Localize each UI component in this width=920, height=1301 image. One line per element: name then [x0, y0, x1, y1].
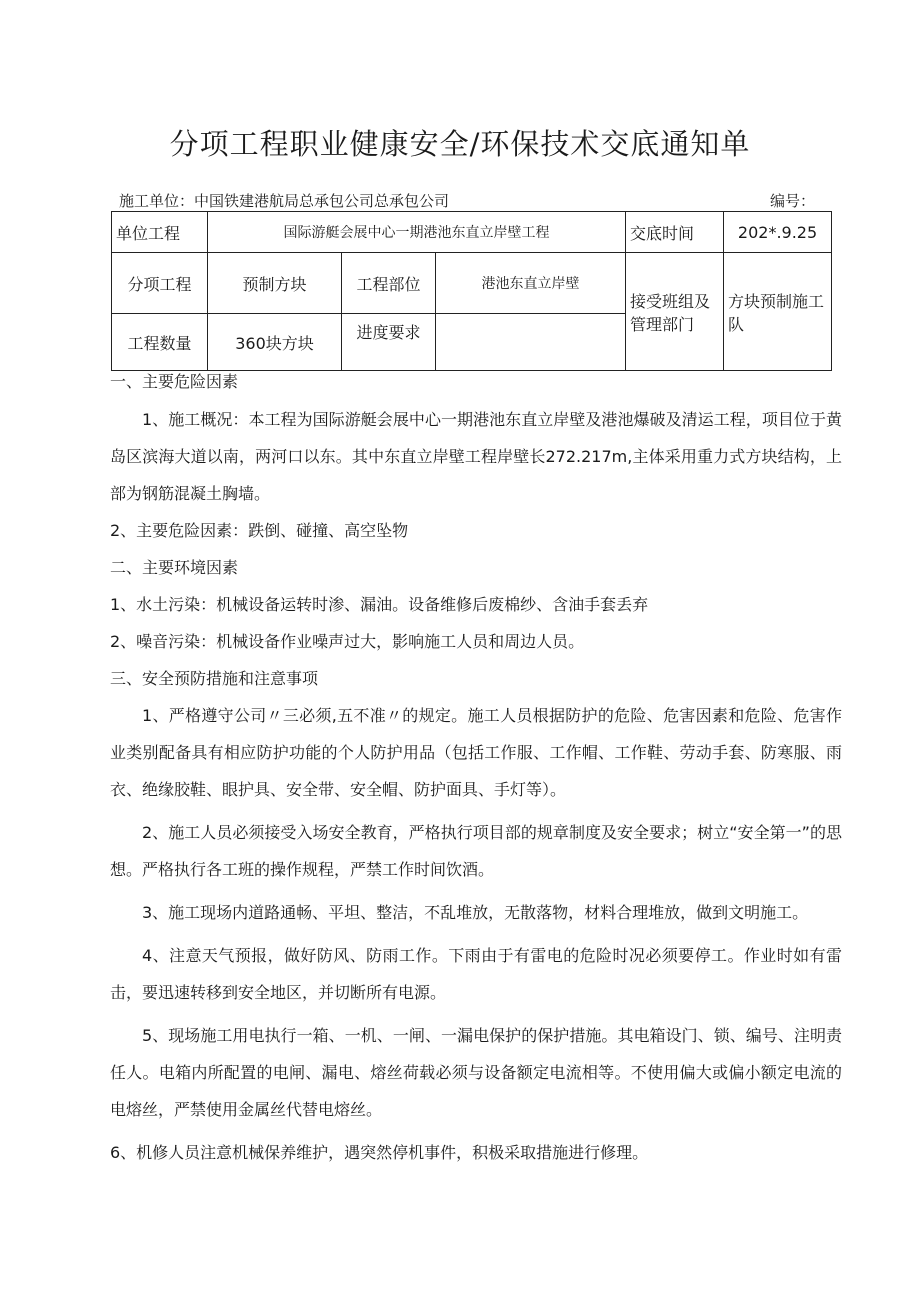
- handover-time-value: 202*.9.25: [724, 212, 832, 253]
- receiving-value: 方块预制施工队: [724, 253, 832, 371]
- location-label: 工程部位: [342, 253, 436, 314]
- construction-unit: 施工单位：中国铁建港航局总承包公司总承包公司: [119, 192, 450, 210]
- section-heading: 二、主要环境因素: [110, 558, 239, 577]
- paragraph: 2、施工人员必须接受入场安全教育，严格执行项目部的规章制度及安全要求；树立“安全第一”的思想。严格执行各工班的操作规程，严禁工作时间饮酒。: [110, 823, 842, 879]
- paragraph: 2、噪音污染：机械设备作业噪声过大，影响施工人员和周边人员。: [110, 632, 585, 651]
- paragraph: 1、严格遵守公司〃三必须,五不准〃的规定。施工人员根据防护的危险、危害因素和危险、危害作业类别配备具有相应防护功能的个人防护用品（包括工作服、工作帽、工作鞋、劳动手套、防寒服、雨衣、绝缘胶鞋、眼护具、安全带、安全帽、防护面具、手灯等）。: [110, 706, 842, 799]
- paragraph: 2、主要危险因素：跌倒、碰撞、高空坠物: [110, 521, 409, 540]
- table-row: [112, 212, 832, 253]
- paragraph: 4、注意天气预报，做好防风、防雨工作。下雨由于有雷电的危险时况必须要停工。作业时如有雷击，要迅速转移到安全地区，并切断所有电源。: [110, 946, 842, 1002]
- quantity-label: 工程数量: [112, 314, 208, 371]
- document-title: 分项工程职业健康安全/环保技术交底通知单: [169, 127, 751, 161]
- progress-value: [436, 314, 626, 371]
- table-row: [112, 253, 832, 314]
- paragraph: 1、水土污染：机械设备运转时渗、漏油。设备维修后废棉纱、含油手套丢弃: [110, 595, 649, 614]
- quantity-value: 360块方块: [208, 314, 342, 371]
- serial-number-label: 编号：: [769, 192, 815, 210]
- unit-project-value: 国际游艇会展中心一期港池东直立岸壁工程: [208, 212, 626, 253]
- paragraph: 1、施工概况：本工程为国际游艇会展中心一期港池东直立岸壁及港池爆破及清运工程，项目位于黄岛区滨海大道以南，两河口以东。其中东直立岸壁工程岸壁长272.217m,主体采用重力式方块结构，上部为钢筋混凝土胸墙。: [110, 410, 842, 503]
- document-meta: [119, 190, 815, 210]
- handover-time-label: 交底时间: [626, 212, 724, 253]
- section-heading: 一、主要危险因素: [110, 372, 239, 391]
- document-body: [110, 366, 842, 1171]
- unit-project-label: 单位工程: [112, 212, 208, 253]
- sub-project-label: 分项工程: [112, 253, 208, 314]
- paragraph: 6、机修人员注意机械保养维护，遇突然停机事件，积极采取措施进行修理。: [110, 1143, 649, 1162]
- section-heading: 三、安全预防措施和注意事项: [110, 669, 319, 688]
- location-value: 港池东直立岸壁: [436, 253, 626, 314]
- progress-label: 进度要求: [342, 314, 436, 371]
- paragraph: 3、施工现场内道路通畅、平坦、整洁，不乱堆放，无散落物，材料合理堆放，做到文明施工。: [142, 903, 809, 922]
- receiving-label: 接受班组及管理部门: [626, 253, 724, 371]
- info-table: [111, 211, 832, 371]
- paragraph: 5、现场施工用电执行一箱、一机、一闸、一漏电保护的保护措施。其电箱设门、锁、编号、注明责任人。电箱内所配置的电闸、漏电、熔丝荷载必须与设备额定电流相等。不使用偏大或偏小额定电流的电熔丝，严禁使用金属丝代替电熔丝。: [110, 1026, 842, 1119]
- sub-project-value: 预制方块: [208, 253, 342, 314]
